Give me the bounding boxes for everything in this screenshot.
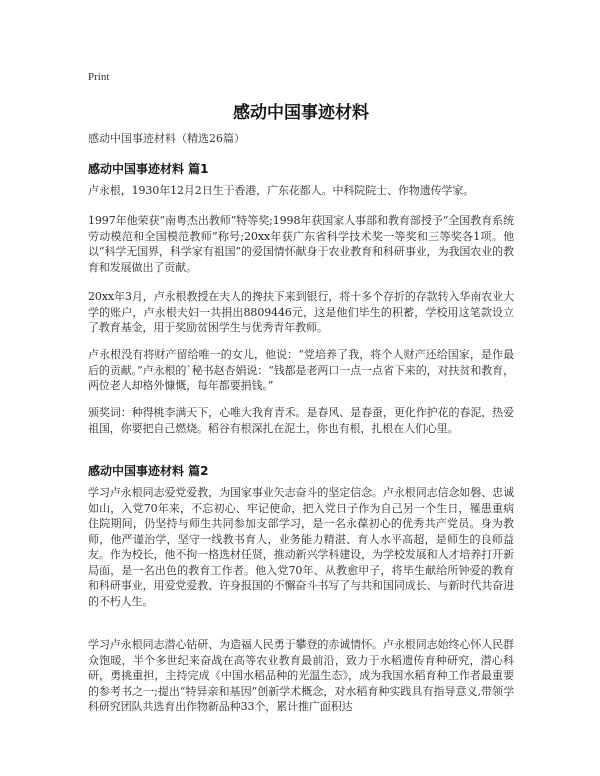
document-subtitle: 感动中国事迹材料（精选26篇） bbox=[88, 132, 245, 145]
section-heading-2: 感动中国事迹材料 篇2 bbox=[88, 464, 209, 478]
section-1-paragraph-1: 卢永根，1930年12月2日生于香港，广东花都人。中科院院士、作物遗传学家。 bbox=[88, 184, 475, 197]
section-2-paragraph-2: 学习卢永根同志潜心钻研、为造福人民勇于攀登的赤诚情怀。卢永根同志始终心怀人民群众饱暖，半个多世纪来奋战在高等农业教育最前沿，致力于水稻遗传育种研究，潜心科研，勇挑重担，主持完成《中国水稻品种的光温生态》，成为我国水稻育种工作者最重要的参考书之一;提出“特异亲和基因”创新学术概念，对水稻育种实践具有指导意义,带领学科研究团队共选育出作物新品种33个，累计推广面积达 bbox=[88, 638, 514, 713]
section-1-paragraph-3: 20xx年3月，卢永根教授在夫人的搀扶下来到银行，将十多个存折的存款转入华南农业大学的账户，卢永根夫妇一共捐出8809446元，这是他们毕生的积蓄，学校用这笔款设立了教育基金，用于奖励贫困学生与优秀青年教师。 bbox=[88, 290, 514, 334]
section-1-paragraph-4: 卢永根没有将财产留给唯一的女儿，他说：“党培养了我，将个人财产还给国家，是作最后的贡献。”卢永根的`秘书赵杏娟说：“钱都是老两口一点一点省下来的，对扶贫和教育，两位老人却格外慷慨，每年都要捐钱。” bbox=[88, 348, 514, 392]
section-2-paragraph-1: 学习卢永根同志爱党爱教，为国家事业矢志奋斗的坚定信念。卢永根同志信念如磐、忠诚如山，入党70年来，不忘初心、牢记使命，把入党日子作为自己另一个生日，罹患重病住院期间，仍坚持与师生共同参加支部学习，是一名永葆初心的优秀共产党员。身为教师，他严谨治学，坚守一线教书育人，业务能力精湛、育人水平高超，是师生的良师益友。作为校长，他不拘一格选材任贤，推动新兴学科建设，为学校发展和人才培养打开新局面，是一名出色的教育工作者。他入党70年、从教愈甲子，将毕生献给所钟爱的教育和科研事业，用爱党爱教、许身报国的不懈奋斗书写了与共和国同成长、与新时代共奋进的不朽人生。 bbox=[88, 486, 514, 608]
section-1-paragraph-2: 1997年他荣获“南粤杰出教师”特等奖;1998年获国家人事部和教育部授予“全国教育系统劳动模范和全国模范教师”称号;20xx年获广东省科学技术奖一等奖和三等奖各1项。他以“科学无国界，科学家有祖国”的爱国情怀献身于农业教育和科研事业，为我国农业的教育和发展做出了贡献。 bbox=[88, 214, 514, 274]
section-heading-1: 感动中国事迹材料 篇1 bbox=[88, 162, 209, 176]
section-1-paragraph-5: 颁奖词：种得桃李满天下，心唯大我育青禾。是春风、是春蚕，更化作护花的春泥，热爱祖国，你要把自己燃烧。稻谷有根深扎在泥土，你也有根，扎根在人们心里。 bbox=[88, 406, 514, 435]
document-title: 感动中国事迹材料 bbox=[233, 103, 369, 123]
print-label: Print bbox=[88, 71, 110, 83]
